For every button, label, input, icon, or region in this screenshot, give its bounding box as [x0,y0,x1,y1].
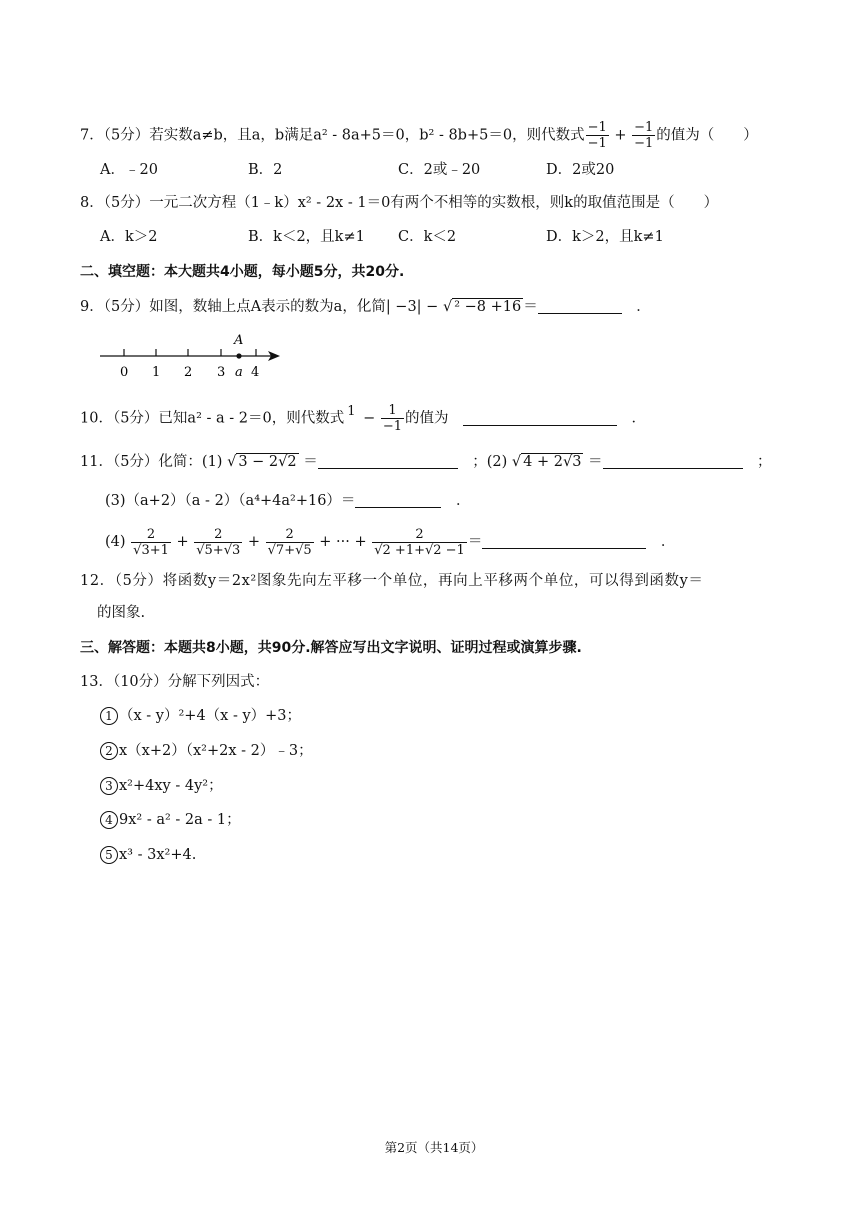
q11-line-3 [105,491,470,511]
circled-number-4: 4 [100,811,118,829]
q13-item-4 [100,810,241,830]
section-2-heading: 二、填空题：本大题共4小题，每小题5分，共20分. [80,264,405,280]
page-footer: 第2页（共14页） [384,1140,484,1155]
q13-stem: 13．（10分）分解下列因式： [80,674,270,690]
q9-radical: ² −8 +16 [454,299,522,315]
q8-option-b: B．k＜2，且k≠1 [248,229,365,245]
q7-option-b: B．2 [248,162,283,178]
q8-option-c: C．k＜2 [398,229,457,245]
q13-item-1-text: （x - y）²+4（x - y）+3； [119,708,302,724]
q13-item-2-text: x（x+2）（x²+2x - 2）﹣3； [119,743,313,759]
q13-item-5-text: x³ - 3x²+4. [119,847,197,863]
circled-number-3: 3 [100,777,118,795]
q8-option-a: A．k＞2 [100,229,158,245]
q10-answer-blank[interactable] [463,411,617,426]
point-a-value: a [235,365,243,380]
q9-mid: −3| − √ [390,299,453,315]
q11-p2-answer-blank[interactable] [603,454,743,469]
q11-p2-radical: √ 4 + 2√3 [511,454,582,470]
q9-line [80,297,651,317]
q10-fraction-1: 1 [347,403,356,419]
q7-tail: 的值为（ ） [656,127,758,144]
q11-p4-answer-blank[interactable] [482,534,646,549]
q12-line-2: 的图象. [97,605,146,621]
q7-fraction-2: $\frac{-1}{-1}$ [634,120,654,151]
q9-answer-blank[interactable] [538,299,622,314]
q10-line: 10．（5分）已知a² - a - 2＝0，则代数式 1 − $\frac{1}{-1}$ 的值为 ． [80,403,647,434]
q11-p1-equals: ＝ [303,454,318,470]
q7-stem: 7．（5分）若实数a≠b，且a，b满足a² - 8a+5＝0，b² - 8b+5＝0，则代数式 [80,127,585,144]
q11-p4-term-2: $\frac{2}{√5+√3}$ [196,526,241,558]
section-3-heading: 三、解答题：本题共8小题，共90分.解答应写出文字说明、证明过程或演算步骤. [80,640,582,656]
circled-number-1: 1 [100,707,118,725]
tick-label-2: 2 [184,365,193,380]
point-a-label: A [234,333,244,348]
q11-p4-equals: ＝ [467,534,483,550]
q13-item-3 [100,776,223,796]
q11-p3-end: ． [455,493,471,509]
q10-fraction-2: $\frac{1}{-1}$ [382,403,403,434]
q7-option-d: D．2或20 [546,162,615,178]
circled-number-2: 2 [100,742,118,760]
tick-label-3: 3 [217,365,226,380]
q11-line-1 [80,452,772,472]
q8-option-d: D．k＞2，且k≠1 [546,229,664,245]
q11-semicolon: ； [757,454,772,470]
q13-item-1 [100,706,301,726]
number-line [96,330,296,380]
q9-stem: 9．（5分）如图，数轴上点A表示的数为a，化简| [80,299,391,315]
tick-label-0: 0 [120,365,129,380]
q10-tail: 的值为 [405,410,449,427]
q11-p4-label: (4) [105,534,126,550]
q11-p1-answer-blank[interactable] [318,454,458,469]
q11-p3-answer-blank[interactable] [355,493,441,508]
q8-stem: 8．（5分）一元二次方程（1﹣k）x² - 2x - 1＝0有两个不相等的实数根，则k的取值范围是（ ） [80,195,719,211]
tick-label-4: 4 [251,365,260,380]
q10-end: ． [631,410,647,427]
q11-p2-equals: ＝ [588,454,603,470]
q11-p4-term-1: $\frac{2}{√3+1}$ [133,526,169,558]
tick-label-1: 1 [152,365,161,380]
q7-fraction-1: $\frac{-1}{-1}$ [587,120,607,151]
q11-p3: (3)（a+2）（a - 2）（a⁴+4a²+16）＝ [105,493,356,509]
q7-option-a: A．﹣20 [100,162,158,178]
q11-stem: 11．（5分）化简：(1) [80,454,223,470]
q11-p2-label: ；(2) [472,454,508,470]
q13-item-5 [100,845,196,865]
q11-p4-dots: + ··· + [319,534,367,550]
q7-line: 7．（5分）若实数a≠b，且a，b满足a² - 8a+5＝0，b² - 8b+5＝0，则代数式 $\frac{-1}{-1}$ + $\frac{-1}{-1}$ 的值为（ ） [80,120,758,151]
q10-stem: 10．（5分）已知a² - a - 2＝0，则代数式 [80,410,345,427]
q13-item-4-text: 9x² - a² - 2a - 1； [119,812,241,828]
point-a [236,353,241,358]
q11-p1-radical: √ 3 − 2√2 [227,454,297,470]
q11-line-4: (4) $\frac{2}{√3+1}$ + $\frac{2}{√5+√3}$ + $\frac{2}{√7+√5}$ + ··· + $\frac{2}{√2 +1+√2 -1}$ ＝ ． [105,526,676,558]
q13-item-2 [100,741,313,761]
q11-p4-end: ． [660,534,676,550]
q12-line-1: 12．（5分）将函数y＝2x²图象先向左平移一个单位，再向上平移两个单位，可以得到函数y＝ [80,573,704,589]
q11-p4-term-3: $\frac{2}{√7+√5}$ [267,526,312,558]
q7-option-c: C．2或﹣20 [398,162,481,178]
q9-equals: ＝ [523,299,538,315]
q9-end: ． [636,299,651,315]
circled-number-5: 5 [100,846,118,864]
q13-item-3-text: x²+4xy - 4y²； [119,778,223,794]
q11-p4-last-term: $\frac{2}{√2 +1+√2 -1}$ [374,526,465,558]
